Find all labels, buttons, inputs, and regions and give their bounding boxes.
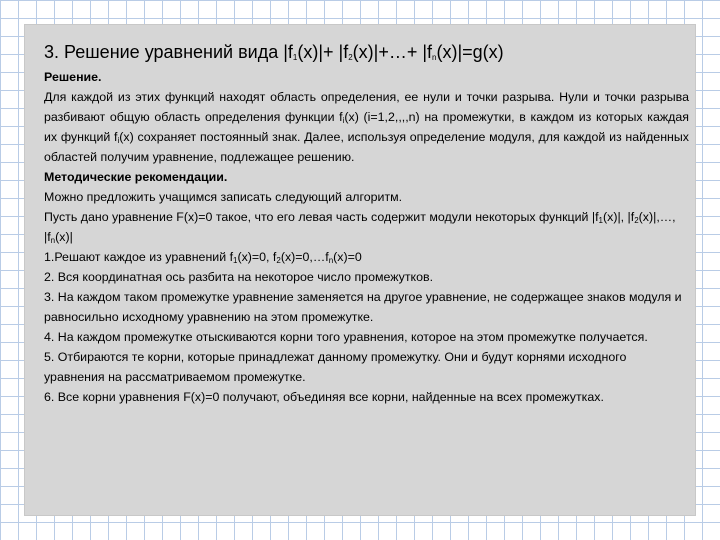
given-paragraph: Пусть дано уравнение F(x)=0 такое, что его левая часть содержит модули некоторых функций $|f_1(x)|$, $|f_2(x)|,\dots$, $|f_n(x)|$ <box>44 210 676 245</box>
solution-paragraph: Для каждой из этих функций находят область определения, ее нули и точки разрыва. Нули и точки разрыва разбивают общую область определения функции $f_i(x)$ (i=1,2,,,,n) на промежутки, в каждом из которых каждая их функций $f_i(x)$ сохраняет постоянный знак. Далее, используя определение модуля, для каждой из найденных областей получим уравнение, подлежащее решению. <box>44 90 689 164</box>
slide-title <box>44 40 684 64</box>
title-text: (x)|=g(x) <box>436 42 504 62</box>
title-subscript: 2 <box>348 53 353 62</box>
step-2: 2. Вся координатная ось разбита на некоторое число промежутков. <box>44 270 434 284</box>
title-text: 3. Решение уравнений вида |f <box>44 42 293 62</box>
step-4: 4. На каждом промежутке отыскиваются корни того уравнения, которое на этом промежутке получается. <box>44 330 648 344</box>
solution-heading: Решение. <box>44 70 102 84</box>
step-3: 3. На каждом таком промежутке уравнение заменяется на другое уравнение, не содержащее знаков модуля и равносильно исходному уравнению на этом промежутке. <box>44 290 682 324</box>
intro-line: Можно предложить учащимся записать следующий алгоритм. <box>44 190 403 204</box>
title-subscript: n <box>432 53 437 62</box>
step-5: 5. Отбираются те корни, которые принадлежат данному промежутку. Они и будут корнями исходного уравнения на рассматриваемом промежутке. <box>44 350 627 384</box>
step-1: 1.Решают каждое из уравнений $f_1(x)=0$, $f_2(x)=0,\dots f_n(x)=0$ <box>44 250 362 265</box>
title-subscript: 1 <box>292 53 298 62</box>
method-heading: Методические рекомендации. <box>44 170 228 184</box>
step-6: 6. Все корни уравнения F(x)=0 получают, объединяя все корни, найденные на всех промежутках. <box>44 390 604 404</box>
slide-body <box>44 67 689 407</box>
title-text: (x)|+…+ |f <box>352 42 433 62</box>
title-text: (x)|+ |f <box>297 42 349 62</box>
